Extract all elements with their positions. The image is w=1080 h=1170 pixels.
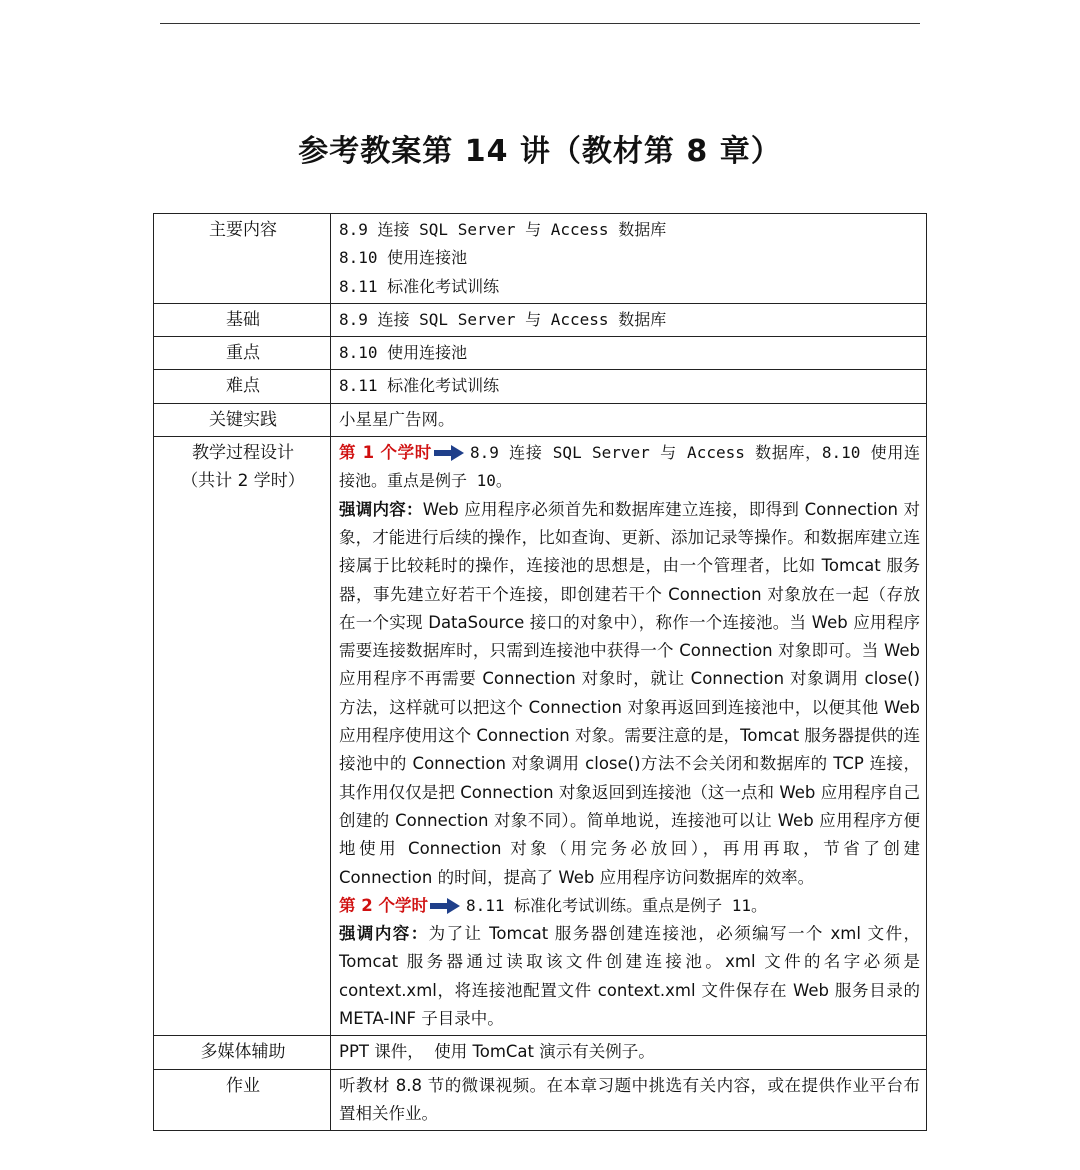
row-key [154, 337, 927, 370]
row-label-difficult: 难点 [154, 370, 331, 403]
row-content-practice: 小星星广告网。 [331, 403, 927, 436]
period2-emph-label: 强调内容： [339, 924, 429, 944]
main-line-2: 8.10 使用连接池 [339, 248, 468, 268]
row-content-difficult [331, 370, 927, 403]
row-process [154, 437, 927, 1036]
row-main-content [154, 214, 927, 304]
row-content-homework: 听教材 8.8 节的微课视频。在本章习题中挑选有关内容，或在提供作业平台布置相关作业。 [331, 1069, 927, 1131]
process-label-line2: （共计 2 学时） [181, 471, 305, 492]
period2-topic: 8.11 标准化考试训练。重点是例子 11。 [465, 895, 768, 915]
row-label-media: 多媒体辅助 [154, 1036, 331, 1069]
row-label-practice: 关键实践 [154, 403, 331, 436]
row-content-main [331, 214, 927, 304]
period2-tag: 第 2 个学时 [339, 895, 428, 915]
top-rule [160, 23, 920, 24]
process-label-line1: 教学过程设计 [192, 443, 294, 464]
page-title: 参考教案第 14 讲（教材第 8 章） [298, 134, 782, 169]
arrow-right-icon [434, 445, 464, 461]
row-basis [154, 303, 927, 336]
row-label-process [154, 437, 331, 1036]
key-text: 8.10 使用连接池 [339, 343, 468, 363]
period2-paragraph [339, 892, 920, 920]
row-label-basis: 基础 [154, 303, 331, 336]
row-media [154, 1036, 927, 1069]
row-content-key [331, 337, 927, 370]
row-practice [154, 403, 927, 436]
row-label-key: 重点 [154, 337, 331, 370]
basis-text: 8.9 连接 SQL Server 与 Access 数据库 [339, 309, 667, 329]
row-difficult [154, 370, 927, 403]
row-content-basis [331, 303, 927, 336]
period1-emph-label: 强调内容： [339, 499, 423, 519]
period1-paragraph [339, 439, 920, 496]
period2-body: 为了让 Tomcat 服务器创建连接池，必须编写一个 xml 文件，Tomcat 服务器通过读取该文件创建连接池。xml 文件的名字必须是 context.xml，将连接池配置文件 context.xml 文件保存在 Web 服务目录的 META-INF 子目录中。 [339, 924, 920, 1029]
period1-body: Web 应用程序必须首先和数据库建立连接，即得到 Connection 对象，才能进行后续的操作，比如查询、更新、添加记录等操作。和数据库建立连接属于比较耗时的操作，连接池的思想是，由一个管理者，比如 Tomcat 服务器，事先建立好若干个连接，即创建若干个 Connection 对象放在一起（存放在一个实现 DataSource 接口的对象中），称作一个连接池。当 Web 应用程序需要连接数据库时，只需到连接池中获得一个 Connection 对象即可。当 Web 应用程序不再需要 Connection 对象时，就让 Connection 对象调用 close()方法，这样就可以把这个 Connection 对象再返回到连接池中，以便其他 Web 应用程序使用这个 Connection 对象。需要注意的是，Tomcat 服务器提供的连接池中的 Connection 对象调用 close()方法不会关闭和数据库的 TCP 连接，其作用仅仅是把 Connection 对象返回到连接池（这一点和 Web 应用程序自己创建的 Connection 对象不同）。简单地说，连接池可以让 Web 应用程序方便地使用 Connection 对象（用完务必放回），再用再取，节省了创建 Connection 的时间，提高了 Web 应用程序访问数据库的效率。 [339, 499, 921, 887]
period2-emphasis [339, 920, 920, 1033]
lesson-plan-table [153, 213, 927, 1131]
arrow-right-icon [430, 898, 460, 914]
difficult-text: 8.11 标准化考试训练 [339, 376, 500, 396]
row-content-media: PPT 课件， 使用 TomCat 演示有关例子。 [331, 1036, 927, 1069]
period1-topic: 8.9 连接 SQL Server 与 Access 数据库，8.10 使用连接池。重点是例子 10。 [339, 443, 920, 491]
main-line-3: 8.11 标准化考试训练 [339, 276, 500, 296]
row-homework [154, 1069, 927, 1131]
row-label-homework: 作业 [154, 1069, 331, 1131]
main-line-1: 8.9 连接 SQL Server 与 Access 数据库 [339, 220, 667, 239]
row-content-process [331, 437, 927, 1036]
row-label-main: 主要内容 [154, 214, 331, 304]
period1-emphasis [339, 496, 920, 892]
period1-tag: 第 1 个学时 [339, 443, 432, 463]
